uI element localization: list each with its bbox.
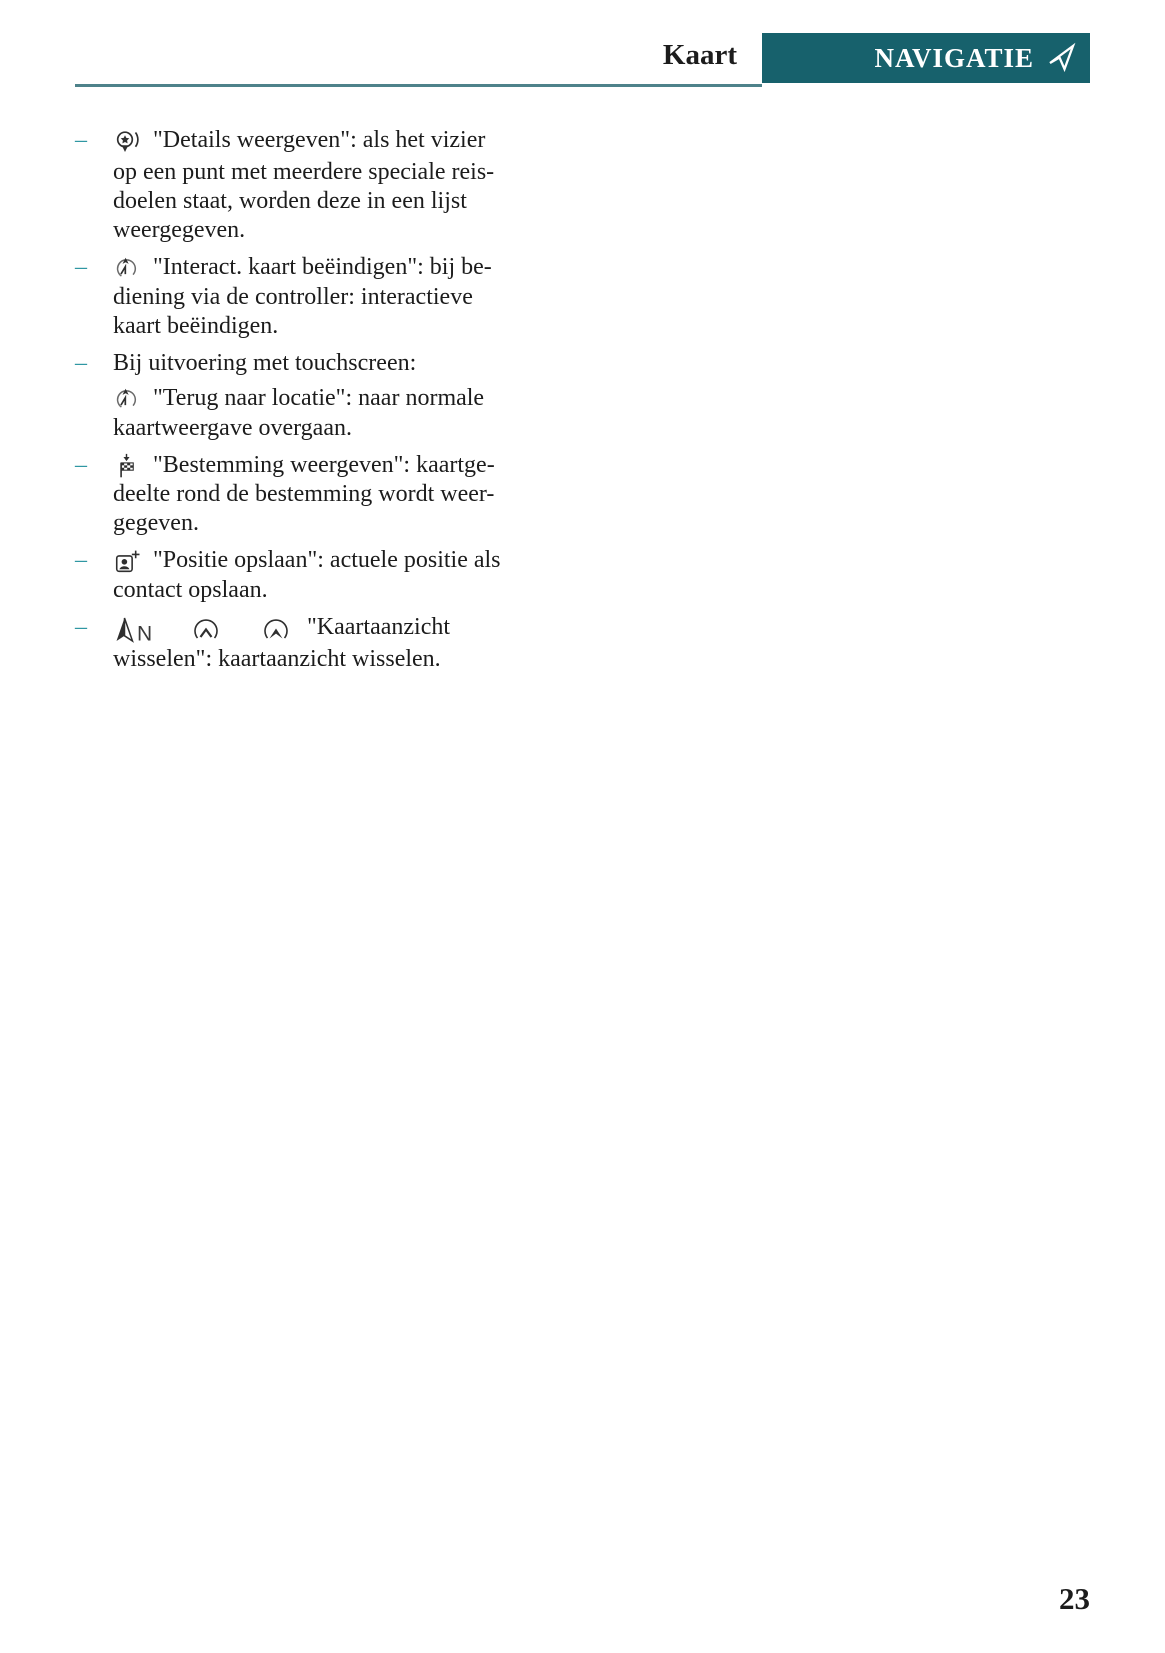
list-item [75,613,675,674]
bullet-list [75,126,675,682]
bullet-dash: – [75,614,87,640]
list-subitem [113,384,675,443]
text-line: "Terug naar locatie": naar normale [153,385,485,411]
page-number: 23 [1059,1581,1090,1616]
text-line: contact opslaan. [113,577,268,603]
chapter-title: NAVIGATIE [874,42,1034,73]
end-interactive-map-icon [113,253,153,283]
text-line: doelen staat, worden deze in een lijst [113,188,467,214]
list-item [75,253,675,341]
save-contact-icon [113,546,153,576]
svg-text:N: N [137,622,153,645]
list-item [75,349,675,443]
text-line: "Positie opslaan": actuele positie als [153,547,501,573]
text-line: deelte rond de bestemming wordt weer- [113,481,495,507]
chapter-tab [762,33,1090,83]
bullet-dash: – [75,254,87,280]
text-line: "Bestemming weergeven": kaartge- [153,452,495,478]
back-to-location-icon [113,384,153,414]
navigation-arrow-icon [1046,42,1078,74]
heading-up-icon [191,613,221,645]
text-line: "Kaartaanzicht [307,614,451,640]
text-line: gegeven. [113,510,199,536]
bullet-dash: – [75,547,87,573]
bullet-dash: – [75,452,87,478]
text-line: wisselen": kaartaanzicht wisselen. [113,646,441,672]
north-up-icon [113,613,159,645]
text-line: "Interact. kaart beëindigen": bij be- [153,254,492,280]
list-item [75,546,675,605]
poi-details-icon [113,126,153,158]
list-item [75,126,675,245]
text-line: Bij uitvoering met touchscreen: [113,350,417,376]
text-line: op een punt met meerdere speciale reis- [113,159,495,185]
header-rule [75,84,762,87]
destination-flag-icon [113,451,153,480]
text-line: kaart beëindigen. [113,313,279,339]
text-line: "Details weergeven": als het vizier [153,127,486,153]
page-section-title: Kaart [662,39,737,71]
bullet-dash: – [75,350,87,376]
text-line: weergegeven. [113,217,246,243]
list-item [75,451,675,538]
text-line: diening via de controller: interactieve [113,284,473,310]
text-line: kaartweergave overgaan. [113,415,352,441]
bullet-dash: – [75,127,87,153]
perspective-view-icon [261,613,291,645]
